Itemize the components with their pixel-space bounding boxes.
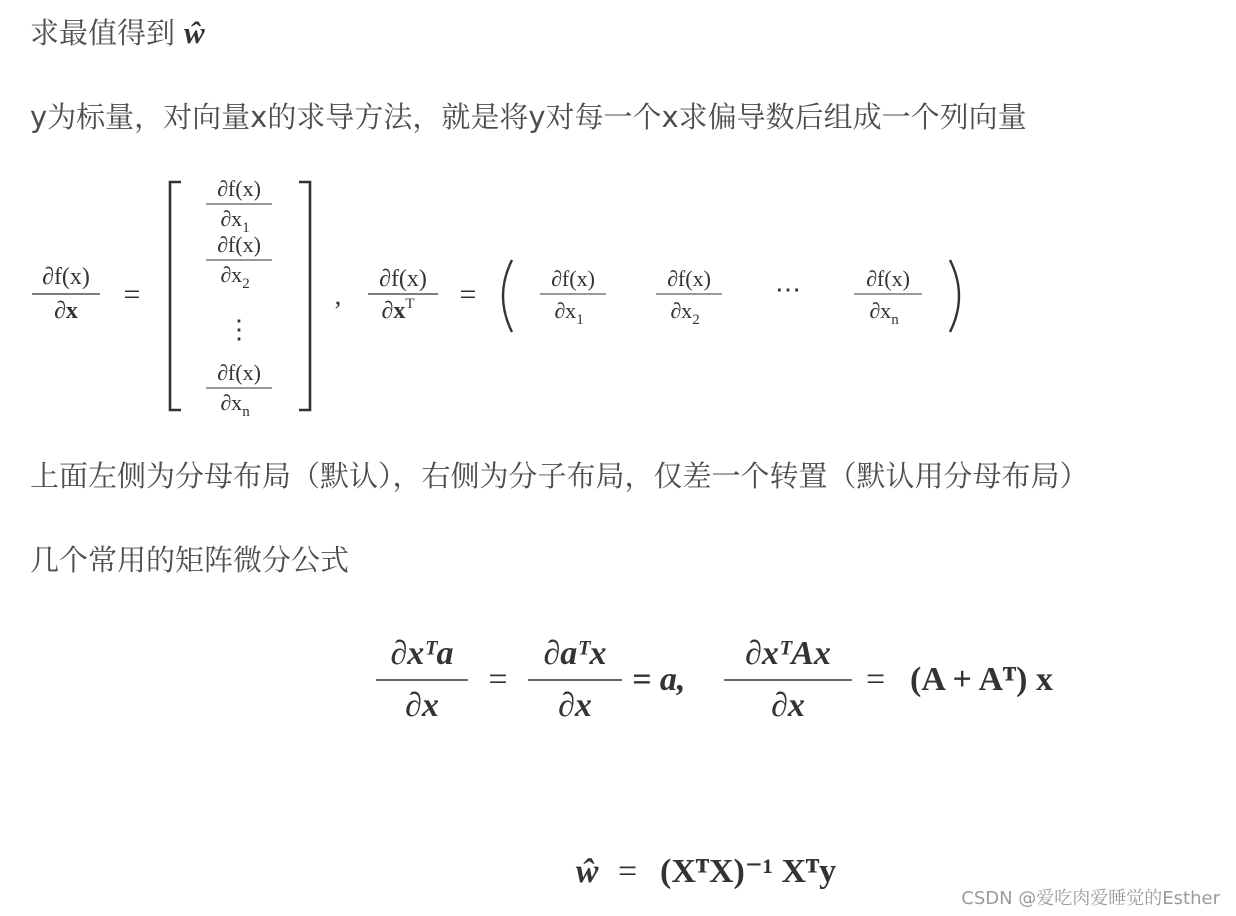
equals-sign-1: =: [123, 278, 141, 311]
left-paren: [503, 260, 512, 332]
lhs-numerator: ∂f(x): [42, 264, 90, 290]
rhs-den-group: [381, 296, 414, 324]
right-paren: [950, 260, 959, 332]
equation-normal-svg: [560, 830, 960, 902]
row-item-1-den: ∂x: [554, 298, 577, 323]
col-item-n-den: ∂x: [220, 390, 243, 415]
col-item-n-num: ∂f(x): [217, 360, 261, 385]
csdn-watermark: CSDN @爱吃肉爱睡觉的Esther: [961, 888, 1220, 909]
text-line-3: 上面左侧为分母布局（默认），右侧为分子布局，仅差一个转置（默认用分母布局）: [30, 459, 1089, 493]
equals-sign-2: =: [459, 278, 477, 311]
left-bracket: [170, 182, 181, 410]
text-line-2: y为标量，对向量x的求导方法，就是将y对每一个x求偏导数后组成一个列向量: [30, 100, 1027, 134]
frac2-denominator: ∂x: [558, 687, 592, 724]
normal-lhs: ŵ: [576, 853, 599, 890]
rhs-denominator: ∂x: [381, 298, 406, 324]
col-item-1-den: ∂x: [220, 206, 243, 231]
right-bracket: [299, 182, 310, 410]
equation-gradient-layouts: [20, 168, 980, 424]
col-item-2-sub: 2: [242, 276, 250, 292]
equals-a: = a,: [632, 661, 686, 698]
rhs-den-sup: T: [405, 296, 415, 312]
text-line-1-label: 求最值得到: [30, 16, 185, 50]
text-line-1: [30, 13, 205, 53]
rhs-sum: (A + Aᵀ) x: [910, 661, 1053, 698]
frac3-denominator: ∂x: [771, 687, 805, 724]
equation-normal: [560, 830, 960, 902]
equation-derivatives-svg: [360, 620, 1120, 730]
col-item-n-sub: n: [242, 404, 250, 420]
row-item-1-num: ∂f(x): [551, 266, 595, 291]
col-vdots: ⋮: [226, 315, 252, 344]
row-item-2-num: ∂f(x): [667, 266, 711, 291]
text-line-4: 几个常用的矩阵微分公式: [30, 543, 350, 577]
eq2-equals-1: =: [488, 661, 508, 698]
row-item-1-den-group: [554, 298, 583, 328]
frac1-denominator: ∂x: [405, 687, 439, 724]
row-item-n-den: ∂x: [869, 298, 892, 323]
col-item-n-den-group: [220, 390, 250, 420]
row-item-2-den: ∂x: [670, 298, 693, 323]
row-item-n-num: ∂f(x): [866, 266, 910, 291]
col-item-1-sub: 1: [242, 220, 250, 236]
normal-rhs: (XᵀX)⁻¹ Xᵀy: [660, 853, 837, 890]
col-item-2-den: ∂x: [220, 262, 243, 287]
normal-equals: =: [618, 853, 638, 890]
equation-matrix-derivatives: [360, 620, 1120, 730]
row-item-n-sub: n: [891, 312, 899, 328]
col-item-2-num: ∂f(x): [217, 232, 261, 257]
rhs-numerator: ∂f(x): [379, 266, 427, 292]
row-item-1-sub: 1: [576, 312, 584, 328]
frac1-numerator: ∂xᵀa: [390, 635, 454, 672]
frac3-numerator: ∂xᵀAx: [745, 635, 831, 672]
comma-separator: ,: [334, 281, 342, 310]
eq2-equals-2: =: [866, 661, 886, 698]
row-item-n-den-group: [869, 298, 899, 328]
w-hat-symbol: ŵ: [184, 15, 205, 50]
col-item-1-num: ∂f(x): [217, 176, 261, 201]
col-item-2-den-group: [220, 262, 249, 292]
equation-gradient-svg: [20, 168, 980, 424]
row-cdots: ⋯: [775, 275, 801, 304]
frac2-numerator: ∂aᵀx: [543, 635, 607, 672]
row-item-2-sub: 2: [692, 312, 700, 328]
lhs-denominator: ∂x: [54, 298, 78, 324]
row-item-2-den-group: [670, 298, 699, 328]
